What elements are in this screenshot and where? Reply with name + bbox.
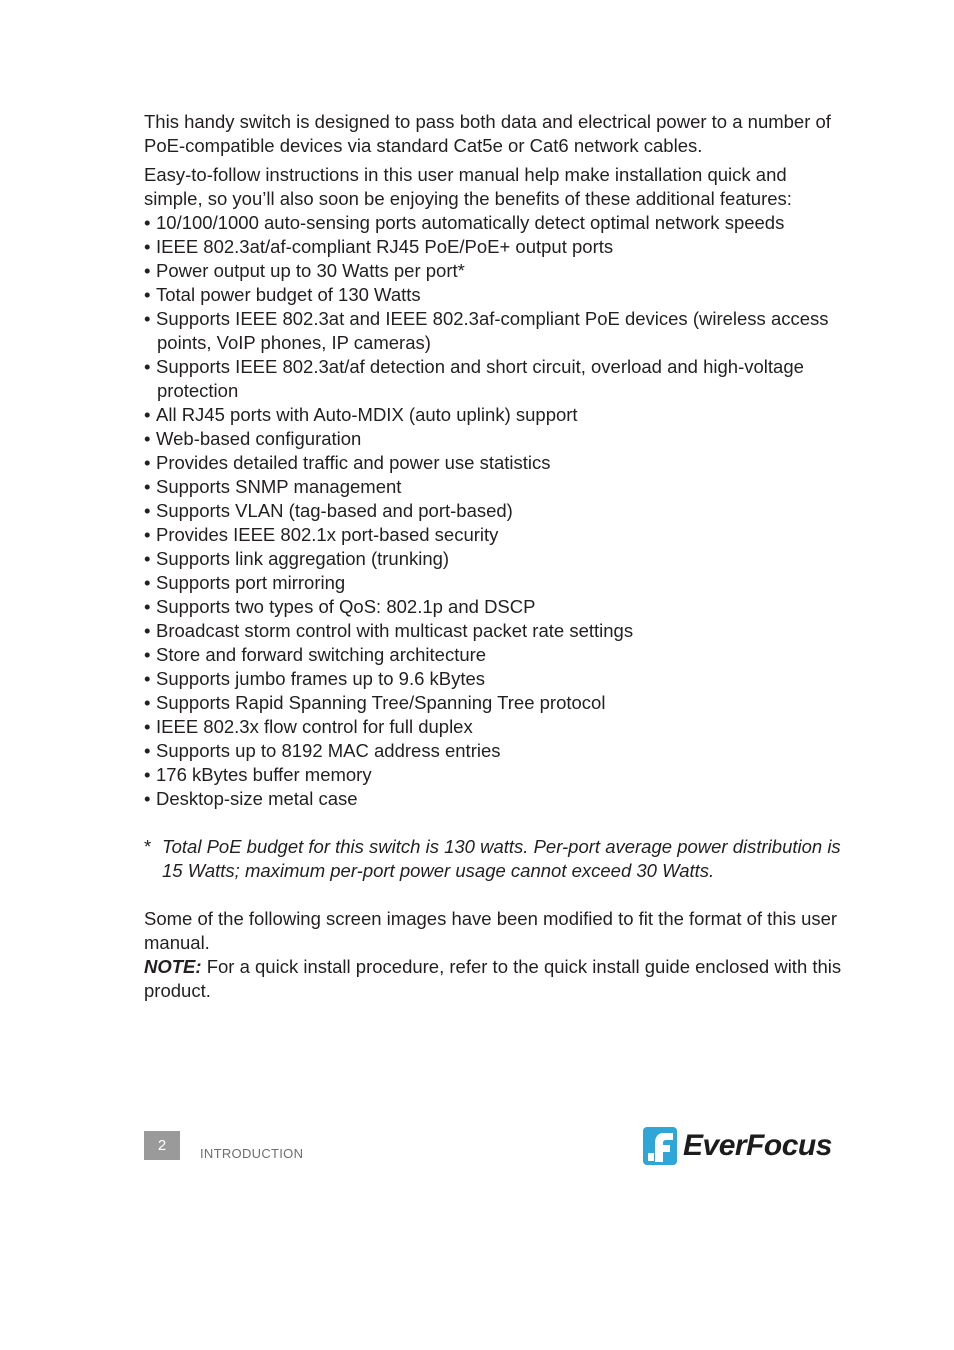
feature-text: Supports two types of QoS: 802.1p and DSCP: [156, 596, 536, 617]
intro-paragraph-2: Easy-to-follow instructions in this user manual help make installation quick and simple, so you’ll also soon be enjoying the benefits of these additional features:: [144, 164, 792, 209]
feature-list: [144, 211, 844, 811]
feature-text: Provides IEEE 802.1x port-based security: [156, 524, 499, 545]
feature-text: IEEE 802.3x flow control for full duplex: [156, 716, 473, 737]
feature-text: Provides detailed traffic and power use statistics: [156, 452, 551, 473]
bullet: •: [144, 644, 151, 665]
bullet: •: [144, 212, 151, 233]
feature-item: [136, 571, 844, 595]
feature-item: [136, 355, 844, 403]
modified-images-note: Some of the following screen images have been modified to fit the format of this user manual.: [144, 908, 838, 953]
bullet: •: [144, 284, 151, 305]
bullet: •: [144, 764, 151, 785]
feature-text: Supports IEEE 802.3at and IEEE 802.3af-compliant PoE devices (wireless access points, VoIP phones, IP cameras): [156, 308, 829, 353]
document-body: [144, 110, 844, 1003]
feature-item: [136, 643, 844, 667]
bullet: •: [144, 692, 151, 713]
footnote-star: *: [144, 836, 152, 857]
page-number: 2: [144, 1131, 180, 1160]
feature-text: Total power budget of 130 Watts: [156, 284, 421, 305]
bullet: •: [144, 740, 151, 761]
bullet: •: [144, 524, 151, 545]
everfocus-logo-icon: [643, 1127, 677, 1165]
feature-text: Supports IEEE 802.3at/af detection and short circuit, overload and high-voltage protection: [156, 356, 804, 401]
bullet: •: [144, 404, 151, 425]
feature-text: All RJ45 ports with Auto-MDIX (auto uplink) support: [156, 404, 578, 425]
feature-text: Supports Rapid Spanning Tree/Spanning Tree protocol: [156, 692, 606, 713]
feature-item: [136, 595, 844, 619]
footnote: [144, 835, 844, 883]
feature-text: 176 kBytes buffer memory: [156, 764, 372, 785]
feature-item: [136, 691, 844, 715]
feature-text: Supports jumbo frames up to 9.6 kBytes: [156, 668, 486, 689]
bullet: •: [144, 668, 151, 689]
feature-text: Store and forward switching architecture: [156, 644, 487, 665]
note-text: For a quick install procedure, refer to the quick install guide enclosed with this product.: [144, 956, 842, 1001]
feature-item: [136, 211, 844, 235]
bullet: •: [144, 716, 151, 737]
bullet: •: [144, 620, 151, 641]
feature-text: IEEE 802.3at/af-compliant RJ45 PoE/PoE+ output ports: [156, 236, 614, 257]
logo-text: EverFocus: [683, 1129, 832, 1162]
bullet: •: [144, 788, 151, 809]
bullet: •: [144, 572, 151, 593]
bullet: •: [144, 356, 151, 377]
feature-item: [136, 427, 844, 451]
feature-item: [136, 739, 844, 763]
bullet: •: [144, 452, 151, 473]
feature-item: [136, 715, 844, 739]
feature-item: [136, 787, 844, 811]
feature-text: Power output up to 30 Watts per port*: [156, 260, 465, 281]
bullet: •: [144, 596, 151, 617]
feature-item: [136, 475, 844, 499]
feature-text: Supports port mirroring: [156, 572, 346, 593]
feature-item: [136, 451, 844, 475]
bullet: •: [144, 500, 151, 521]
feature-item: [136, 403, 844, 427]
bullet: •: [144, 548, 151, 569]
intro-paragraph-1: This handy switch is designed to pass both data and electrical power to a number of PoE-compatible devices via standard Cat5e or Cat6 network cables.: [144, 111, 831, 156]
everfocus-logo: [643, 1126, 832, 1166]
feature-text: Supports up to 8192 MAC address entries: [156, 740, 501, 761]
bullet: •: [144, 428, 151, 449]
feature-item: [136, 235, 844, 259]
feature-item: [136, 259, 844, 283]
bullet: •: [144, 308, 151, 329]
footnote-text: Total PoE budget for this switch is 130 watts. Per-port average power distribution is 15 Watts; maximum per-port power usage cannot exceed 30 Watts.: [162, 836, 841, 881]
bullet: •: [144, 236, 151, 257]
feature-item: [136, 763, 844, 787]
feature-text: 10/100/1000 auto-sensing ports automatically detect optimal network speeds: [156, 212, 785, 233]
bullet: •: [144, 476, 151, 497]
note-label: NOTE:: [144, 956, 202, 977]
feature-text: Supports link aggregation (trunking): [156, 548, 450, 569]
feature-item: [136, 619, 844, 643]
section-name: INTRODUCTION: [200, 1146, 304, 1161]
feature-text: Supports VLAN (tag-based and port-based): [156, 500, 513, 521]
feature-item: [136, 283, 844, 307]
feature-item: [136, 667, 844, 691]
feature-item: [136, 307, 844, 355]
bullet: •: [144, 260, 151, 281]
feature-item: [136, 499, 844, 523]
feature-text: Supports SNMP management: [156, 476, 402, 497]
feature-item: [136, 547, 844, 571]
feature-item: [136, 523, 844, 547]
feature-text: Broadcast storm control with multicast packet rate settings: [156, 620, 634, 641]
feature-text: Web-based configuration: [156, 428, 362, 449]
feature-text: Desktop-size metal case: [156, 788, 358, 809]
install-note: [144, 955, 844, 1003]
